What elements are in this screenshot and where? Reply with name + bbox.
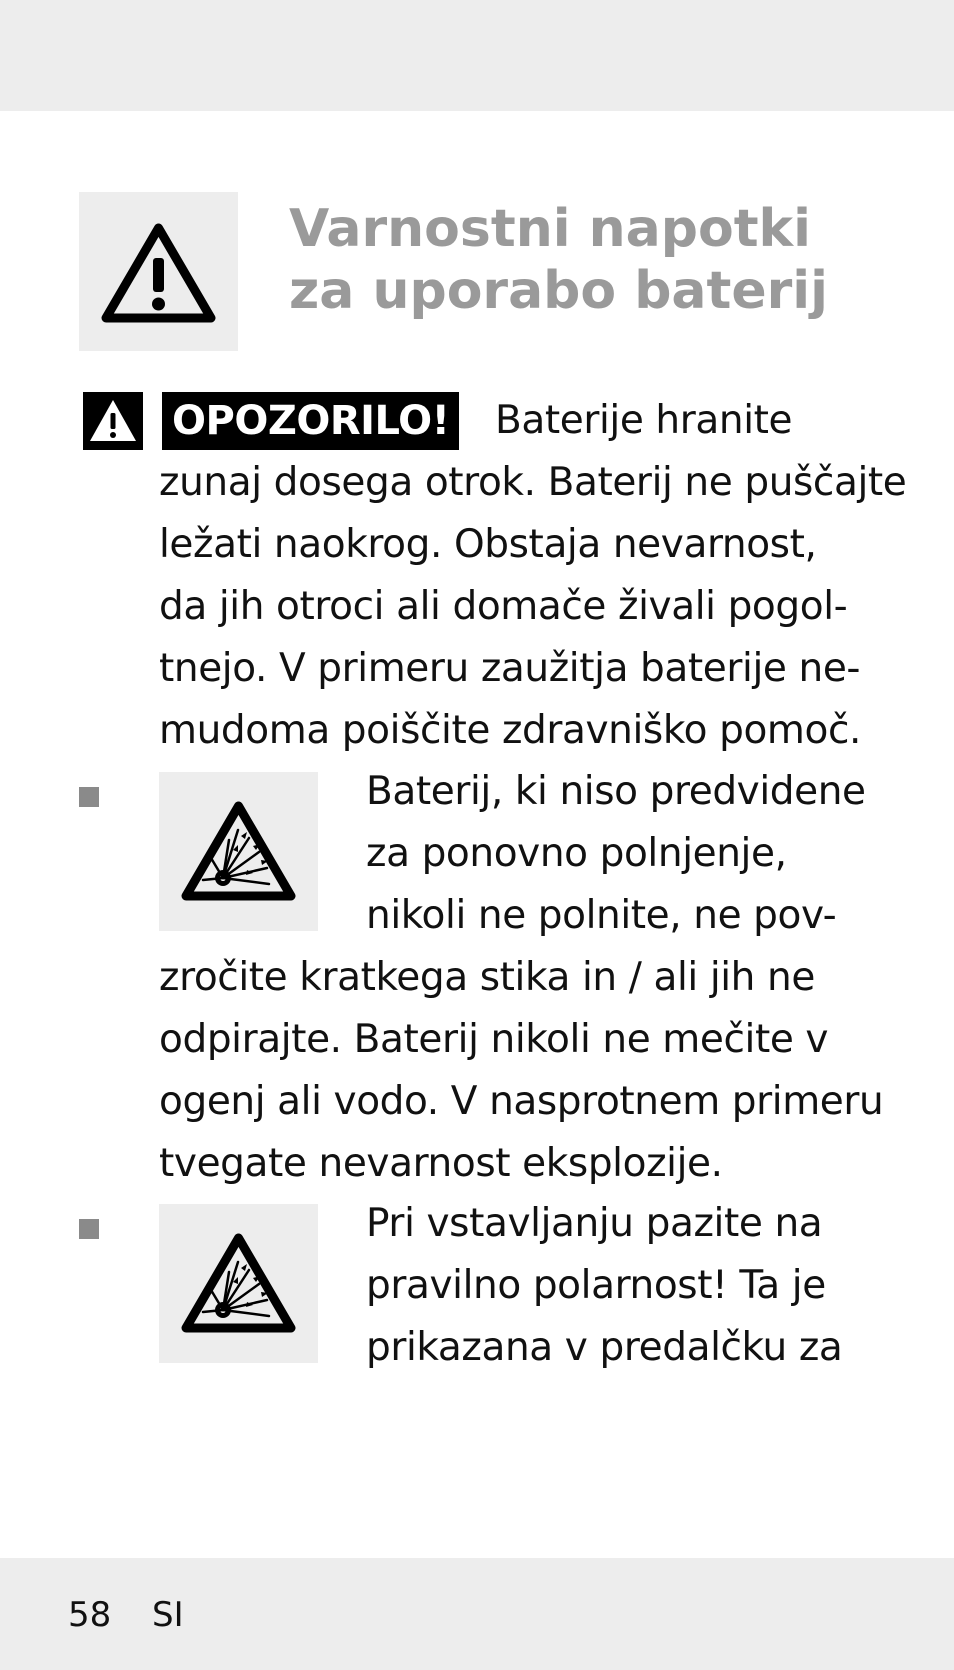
item1-line-4: zročite kratkega stika in / ali jih ne	[159, 955, 815, 1000]
language-code: SI	[152, 1595, 184, 1635]
warning-label: OPOZORILO!	[162, 392, 459, 450]
explosion-icon-box	[159, 1204, 318, 1363]
warning-line-5: tnejo. V primeru zaužitja baterije ne-	[159, 646, 861, 691]
item1-line-6: ogenj ali vodo. V nasprotnem primeru	[159, 1079, 884, 1124]
warning-triangle-icon	[87, 396, 139, 446]
explosion-warning-icon	[181, 800, 296, 902]
page-title	[289, 198, 828, 322]
footer-band	[0, 1558, 954, 1670]
warning-line-4: da jih otroci ali domače živali pogol-	[159, 584, 848, 629]
top-band	[0, 0, 954, 111]
explosion-warning-icon	[181, 1232, 296, 1334]
bullet-marker	[79, 787, 99, 807]
warning-line-2: zunaj dosega otrok. Baterij ne puščajte	[159, 460, 907, 505]
title-line-2: za uporabo baterij	[289, 261, 828, 321]
item1-line-7: tvegate nevarnost eksplozije.	[159, 1141, 723, 1186]
warning-line-6: mudoma poiščite zdravniško pomoč.	[159, 708, 862, 753]
item2-line-2: pravilno polarnost! Ta je	[366, 1263, 826, 1308]
item1-line-2: za ponovno polnjenje,	[366, 831, 787, 876]
warning-icon-badge	[83, 392, 143, 450]
item1-line-5: odpirajte. Baterij nikoli ne mečite v	[159, 1017, 829, 1062]
explosion-icon-box	[159, 772, 318, 931]
item1-line-1: Baterij, ki niso predvidene	[366, 769, 866, 814]
page-number: 58	[68, 1595, 112, 1635]
warning-line-3: ležati naokrog. Obstaja nevarnost,	[159, 522, 817, 567]
warning-line-1: Baterije hranite	[495, 398, 793, 443]
title-line-1: Varnostni napotki	[289, 199, 811, 259]
item2-line-1: Pri vstavljanju pazite na	[366, 1201, 823, 1246]
item2-line-3: prikazana v predalčku za	[366, 1325, 843, 1370]
title-icon-box	[79, 192, 238, 351]
warning-triangle-icon	[101, 222, 216, 324]
item1-line-3: nikoli ne polnite, ne pov-	[366, 893, 837, 938]
bullet-marker	[79, 1219, 99, 1239]
